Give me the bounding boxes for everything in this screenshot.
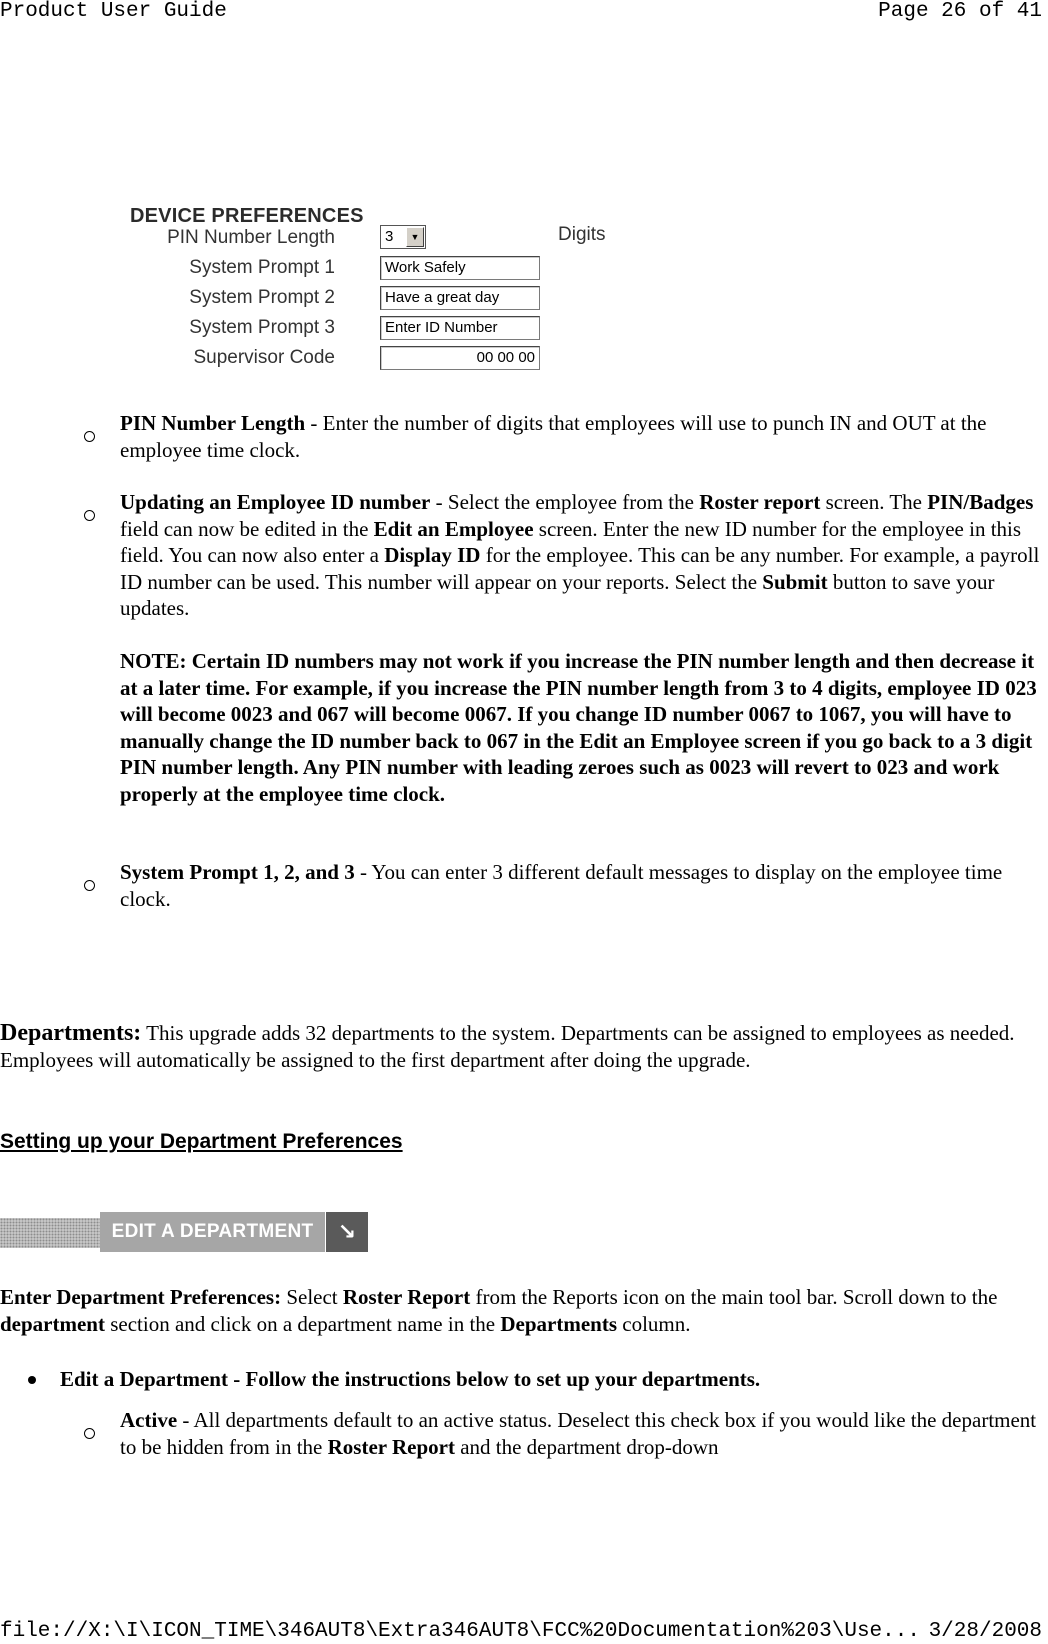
update-text-1: - Select the employee from the [430, 490, 700, 514]
pin-length-item [120, 410, 1045, 463]
system-prompt-2-input[interactable]: Have a great day [380, 286, 540, 310]
pin-length-select[interactable] [380, 225, 426, 249]
roster-report-term-3: Roster Report [327, 1434, 455, 1459]
pin-badges-term: PIN/Badges [927, 490, 1034, 514]
active-text-1: - All departments default to an active status. Deselect this check box if you would like the department to be hidden from in the [120, 1408, 1037, 1459]
header-title: Product User Guide [0, 0, 227, 23]
footer-file-path: file://X:\I\ICON_TIME\346AUT8\Extra346AUT8\FCC%20Documentation%203\Use... [0, 1620, 920, 1643]
system-prompt-term: System Prompt 1, 2, and 3 [120, 860, 355, 884]
system-prompt-2-label: System Prompt 2 [189, 287, 335, 308]
update-text-4: screen. Enter the new ID number for the employee in this field. You can now also enter a [120, 516, 1022, 567]
department-term: department [0, 1311, 105, 1336]
pin-length-text: - Enter the number of digits that employees will use to punch IN and OUT at the employee time clock. [120, 411, 987, 462]
circle-bullet-icon [84, 431, 95, 442]
digits-label: Digits [558, 224, 606, 245]
edit-employee-term: Edit an Employee [373, 516, 534, 541]
system-prompt-1-label: System Prompt 1 [189, 257, 335, 278]
submit-term: Submit [762, 569, 828, 594]
system-prompt-1-input[interactable]: Work Safely [380, 256, 540, 280]
active-text-2: and the department drop-down [454, 1434, 719, 1459]
enter-text-3: section and click on a department name in the [104, 1311, 501, 1336]
roster-report-term: Roster report [699, 490, 821, 514]
update-text-2: screen. The [820, 490, 928, 514]
departments-heading: Departments: [0, 1020, 142, 1046]
footer-date: 3/28/2008 [928, 1620, 1042, 1643]
arrow-down-right-icon[interactable]: ↘ [326, 1212, 368, 1252]
device-preferences-title: DEVICE PREFERENCES [130, 205, 364, 227]
system-prompt-text: - You can enter 3 different default messages to display on the employee time clock. [120, 860, 1003, 911]
disc-bullet-icon [28, 1376, 36, 1384]
departments-text: This upgrade adds 32 departments to the system. Departments can be assigned to employees as needed. Employees will automatically be assigned to the first department after doing the upgrade. [0, 1021, 1015, 1072]
update-id-item [120, 489, 1045, 622]
circle-bullet-icon [84, 510, 95, 521]
system-prompt-3-label: System Prompt 3 [189, 317, 335, 338]
departments-column-term: Departments [500, 1311, 617, 1336]
pin-length-value: 3 [385, 228, 394, 245]
circle-bullet-icon [84, 1428, 95, 1439]
chevron-down-icon[interactable]: ▼ [406, 227, 424, 247]
pin-note: NOTE: Certain ID numbers may not work if you increase the PIN number length and then decrease it at a later time. For example, if you increase the PIN number length from 3 to 4 digits, employee ID 023 will become 0023 and 067 will become 0067. If you change ID number 0067 to 1067, you will have to manually change the ID number back to 067 in the Edit an Employee screen if you go back to a 3 digit PIN number length. Any PIN number with leading zeroes such as 0023 will revert to 023 and work properly at the employee time clock. [120, 649, 1037, 806]
enter-text-4: column. [617, 1311, 691, 1336]
supervisor-code-label: Supervisor Code [193, 347, 335, 368]
edit-department-bullet: Edit a Department - Follow the instructions below to set up your departments. [60, 1367, 761, 1391]
active-item [120, 1407, 1045, 1460]
header-page-number: Page 26 of 41 [878, 0, 1042, 23]
pin-length-label: PIN Number Length [167, 227, 335, 248]
system-prompt-item [120, 859, 1045, 912]
active-term: Active [120, 1408, 178, 1432]
update-id-term: Updating an Employee ID number [120, 490, 431, 514]
update-text-5: for the employee. This can be any number. For example, a payroll ID number can be used. This number will appear on your reports. Select the [120, 543, 1040, 594]
enter-prefs-term: Enter Department Preferences: [0, 1285, 282, 1309]
system-prompt-3-input[interactable]: Enter ID Number [380, 316, 540, 340]
circle-bullet-icon [84, 880, 95, 891]
device-preferences-panel [130, 205, 690, 395]
edit-department-label: EDIT A DEPARTMENT [100, 1212, 325, 1252]
enter-text-1: Select [281, 1285, 343, 1309]
supervisor-code-input[interactable]: 00 00 00 [380, 346, 540, 370]
pin-length-term: PIN Number Length [120, 411, 306, 435]
departments-paragraph [0, 1020, 1040, 1073]
department-preferences-subheading: Setting up your Department Preferences [0, 1130, 403, 1153]
update-text-3: field can now be edited in the [120, 516, 374, 541]
banner-pattern [0, 1218, 110, 1248]
update-text-6: button to save your updates. [120, 569, 995, 620]
display-id-term: Display ID [384, 543, 481, 567]
enter-text-2: from the Reports icon on the main tool bar. Scroll down to the [470, 1285, 998, 1309]
edit-department-banner [0, 1210, 368, 1254]
roster-report-term-2: Roster Report [342, 1285, 471, 1309]
enter-department-preferences [0, 1284, 1040, 1337]
